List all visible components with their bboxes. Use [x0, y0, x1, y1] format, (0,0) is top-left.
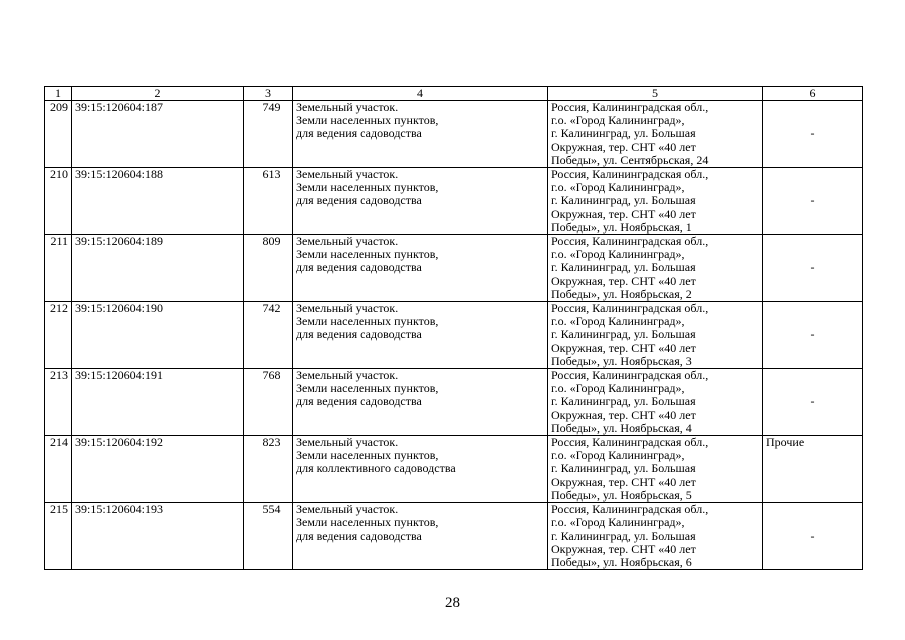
column-header-4: 4: [293, 87, 548, 101]
plot-description-text: Земельный участок. Земли населенных пунктов, для ведения садоводства: [296, 301, 439, 342]
plot-address: [548, 503, 763, 570]
plot-address: [548, 302, 763, 369]
land-plots-table: [44, 86, 863, 570]
plot-note: [763, 235, 863, 302]
plot-note-text: -: [810, 193, 815, 208]
cadastral-number: [72, 168, 244, 235]
row-number: [45, 235, 72, 302]
plot-address: [548, 369, 763, 436]
plot-address-text: Россия, Калининградская обл., г.о. «Город Калининград», г. Калининград, ул. Большая Окружная, тер. СНТ «40 лет Победы», ул. Ноябрьская, 4: [551, 368, 709, 435]
plot-area-text: 823: [262, 435, 281, 450]
plot-address: [548, 168, 763, 235]
plot-note-text: -: [810, 260, 815, 275]
plot-area: [244, 168, 293, 235]
row-number: [45, 302, 72, 369]
plot-description: [293, 503, 548, 570]
plot-area-text: 554: [262, 502, 281, 517]
cadastral-number: [72, 101, 244, 168]
plot-note-text: Прочие: [766, 435, 805, 450]
column-header-3: 3: [244, 87, 293, 101]
cadastral-number: [72, 503, 244, 570]
table-row: [45, 302, 863, 369]
plot-address: [548, 436, 763, 503]
plot-area: [244, 503, 293, 570]
plot-description: [293, 168, 548, 235]
table-row: [45, 101, 863, 168]
cadastral-number: [72, 436, 244, 503]
plot-note: [763, 101, 863, 168]
plot-area-text: 742: [262, 301, 281, 316]
plot-address: [548, 235, 763, 302]
column-header-6: 6: [763, 87, 863, 101]
cadastral-number-text: 39:15:120604:187: [75, 100, 164, 114]
page-number: 28: [445, 595, 460, 611]
plot-address-text: Россия, Калининградская обл., г.о. «Город Калининград», г. Калининград, ул. Большая Окружная, тер. СНТ «40 лет Победы», ул. Ноябрьская, 1: [551, 167, 709, 234]
row-number-text: 211: [50, 234, 68, 249]
plot-note-text: -: [810, 394, 815, 409]
plot-description: [293, 235, 548, 302]
plot-address-text: Россия, Калининградская обл., г.о. «Город Калининград», г. Калининград, ул. Большая Окружная, тер. СНТ «40 лет Победы», ул. Сентябрьская, 24: [551, 100, 709, 167]
plot-note: [763, 302, 863, 369]
plot-note-text: -: [810, 528, 815, 543]
cadastral-number-text: 39:15:120604:192: [75, 435, 164, 450]
plot-address-text: Россия, Калининградская обл., г.о. «Город Калининград», г. Калининград, ул. Большая Окружная, тер. СНТ «40 лет Победы», ул. Ноябрьская, 3: [551, 301, 709, 368]
plot-note: [763, 503, 863, 570]
cadastral-number-text: 39:15:120604:193: [75, 502, 164, 517]
cadastral-number: [72, 369, 244, 436]
cadastral-number: [72, 235, 244, 302]
row-number-text: 214: [50, 435, 68, 450]
table-row: [45, 503, 863, 570]
row-number-text: 209: [50, 100, 68, 114]
plot-description-text: Земельный участок. Земли населенных пунктов, для ведения садоводства: [296, 502, 439, 543]
plot-address-text: Россия, Калининградская обл., г.о. «Город Калининград», г. Калининград, ул. Большая Окружная, тер. СНТ «40 лет Победы», ул. Ноябрьская, 6: [551, 502, 709, 569]
cadastral-number-text: 39:15:120604:189: [75, 234, 164, 249]
plot-address: [548, 101, 763, 168]
plot-note: [763, 436, 863, 503]
plot-description: [293, 436, 548, 503]
plot-area: [244, 101, 293, 168]
row-number-text: 210: [50, 167, 68, 182]
header-row: [45, 87, 863, 101]
row-number-text: 213: [50, 368, 68, 383]
row-number: [45, 436, 72, 503]
cadastral-number-text: 39:15:120604:190: [75, 301, 164, 316]
plot-area-text: 768: [262, 368, 281, 383]
plot-note-text: -: [810, 126, 815, 141]
plot-area: [244, 436, 293, 503]
row-number: [45, 101, 72, 168]
column-header-5: 5: [548, 87, 763, 101]
table-row: [45, 235, 863, 302]
plot-description: [293, 101, 548, 168]
plot-description-text: Земельный участок. Земли населенных пунктов, для ведения садоводства: [296, 368, 439, 409]
plot-address-text: Россия, Калининградская обл., г.о. «Город Калининград», г. Калининград, ул. Большая Окружная, тер. СНТ «40 лет Победы», ул. Ноябрьская, 5: [551, 435, 709, 502]
cadastral-number-text: 39:15:120604:191: [75, 368, 164, 383]
table-row: [45, 369, 863, 436]
cadastral-number-text: 39:15:120604:188: [75, 167, 164, 182]
row-number-text: 215: [50, 502, 68, 517]
column-header-2: 2: [72, 87, 244, 101]
plot-area: [244, 235, 293, 302]
plot-note-text: -: [810, 327, 815, 342]
row-number: [45, 503, 72, 570]
plot-note: [763, 168, 863, 235]
plot-area: [244, 302, 293, 369]
plot-description: [293, 302, 548, 369]
column-header-1: 1: [45, 87, 72, 101]
cadastral-number: [72, 302, 244, 369]
plot-description-text: Земельный участок. Земли населенных пунктов, для ведения садоводства: [296, 234, 439, 275]
plot-description: [293, 369, 548, 436]
plot-description-text: Земельный участок. Земли населенных пунктов, для ведения садоводства: [296, 100, 439, 141]
plot-description-text: Земельный участок. Земли населенных пунктов, для ведения садоводства: [296, 167, 439, 208]
table-row: [45, 168, 863, 235]
plot-address-text: Россия, Калининградская обл., г.о. «Город Калининград», г. Калининград, ул. Большая Окружная, тер. СНТ «40 лет Победы», ул. Ноябрьская, 2: [551, 234, 709, 301]
plot-description-text: Земельный участок. Земли населенных пунктов, для коллективного садоводства: [296, 435, 456, 476]
plot-area: [244, 369, 293, 436]
plot-area-text: 613: [262, 167, 281, 182]
plot-area-text: 749: [262, 100, 281, 114]
plot-area-text: 809: [262, 234, 281, 249]
row-number: [45, 168, 72, 235]
table-row: [45, 436, 863, 503]
row-number: [45, 369, 72, 436]
row-number-text: 212: [50, 301, 68, 316]
plot-note: [763, 369, 863, 436]
